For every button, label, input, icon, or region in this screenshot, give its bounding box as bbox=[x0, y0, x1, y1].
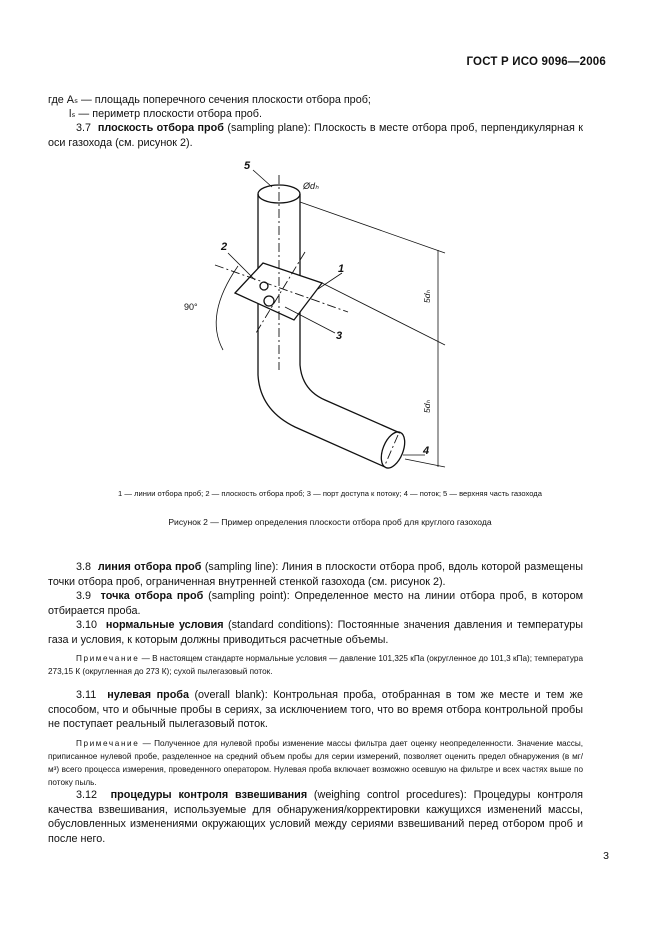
note-label: Примечание bbox=[76, 739, 140, 748]
dim-ext-top bbox=[300, 202, 445, 253]
section-number: 3.9 bbox=[76, 590, 92, 602]
duct-outer-bend bbox=[258, 375, 385, 467]
term: плоскость отбора проб bbox=[97, 122, 224, 134]
label-5: 5 bbox=[244, 160, 251, 172]
dimension-label-upper: 5dₕ bbox=[422, 290, 432, 303]
dimension-label-lower: 5dₕ bbox=[422, 400, 432, 413]
angle-label: 90° bbox=[184, 302, 198, 312]
section-number: 3.12 bbox=[76, 789, 98, 801]
angle-arc bbox=[216, 266, 238, 350]
term-definition: (sampling line): Линия в плоскости отбора проб, вдоль которой размещены точки отбора проб, ограниченная внутренней стенкой газохода (см. рисунок 2). bbox=[48, 561, 583, 588]
section-number: 3.7 bbox=[76, 122, 92, 134]
figure-caption: Рисунок 2 — Пример определения плоскости отбора проб для круглого газохода bbox=[168, 517, 492, 527]
figure-2-diagram bbox=[160, 155, 470, 485]
term: нормальные условия bbox=[105, 619, 224, 631]
section-3-9 bbox=[48, 589, 583, 618]
leader-5 bbox=[253, 170, 272, 187]
term-definition: (sampling point): Определенное место на линии отбора проб, в котором отбирается проба. bbox=[48, 590, 583, 617]
label-1: 1 bbox=[338, 263, 345, 275]
document-header: ГОСТ Р ИСО 9096—2006 bbox=[466, 56, 606, 68]
page-number: 3 bbox=[603, 850, 609, 862]
duct-inner-bend bbox=[300, 365, 400, 433]
label-3: 3 bbox=[336, 330, 343, 342]
term: линия отбора проб bbox=[97, 561, 202, 573]
section-3-12 bbox=[48, 788, 583, 846]
diameter-label: Ødₕ bbox=[303, 181, 319, 191]
section-3-8 bbox=[48, 560, 583, 589]
definition-ls: lₛ — периметр плоскости отбора проб. bbox=[69, 108, 262, 120]
section-number: 3.10 bbox=[76, 619, 98, 631]
definition-as: где Aₛ — площадь поперечного сечения плоскости отбора проб; bbox=[48, 94, 371, 106]
label-4: 4 bbox=[423, 445, 430, 457]
note-text: — В настоящем стандарте нормальные условия — давление 101,325 кПа (округленное до 101,3 кПа); температура 273,15 К (округленная до 273 К); сухой пылегазовый поток. bbox=[48, 654, 583, 676]
section-number: 3.11 bbox=[76, 689, 97, 701]
term-definition: (standard conditions): Постоянные значения давления и температуры газа и условия, к которым должны приводиться расчетные объемы. bbox=[48, 619, 583, 646]
term: точка отбора проб bbox=[100, 590, 204, 602]
sampling-plane bbox=[235, 263, 322, 320]
section-3-7 bbox=[48, 121, 583, 150]
note-standard-conditions bbox=[48, 652, 583, 678]
term-definition: (overall blank): Контрольная проба, отобранная в том же месте и тем же способом, что и обычные пробы в сериях, за исключением того, что во время отбора контрольной пробы не поступает реальный пылегазовый поток. bbox=[48, 689, 584, 730]
section-3-11 bbox=[48, 688, 583, 732]
note-overall-blank bbox=[48, 737, 583, 789]
term-definition: (weighing control procedures): Процедуры контроля качества взвешивания, используемые для обнаружения/корректировки кажущихся изменений массы, обусловленных изменениями окружающих условий между сериями взвешиваний перед отбором проб и после него. bbox=[48, 789, 584, 845]
term-definition: (sampling plane): Плоскость в месте отбора проб, перпендикулярная к оси газохода (см. рисунок 2). bbox=[48, 122, 583, 149]
dim-ext-bottom bbox=[405, 459, 445, 467]
term: нулевая проба bbox=[107, 689, 189, 701]
note-text: — Полученное для нулевой пробы изменение массы фильтра дает оценку неопределенности. Значение массы, приписанное нулевой пробе, разделенное на средний объем пробы для серии измерений, позволяет оценить предел обнаружения (в мг/м³) всего процесса измерения, проведенного оператором. Нулевая проба включает возможно осевшую на фильтре и всех частях выше по потоку пыль. bbox=[48, 739, 583, 787]
figure-legend: 1 — линии отбора проб; 2 — плоскость отбора проб; 3 — порт доступа к потоку; 4 — поток; 5 — верхняя часть газохода bbox=[118, 489, 542, 498]
term: процедуры контроля взвешивания bbox=[110, 789, 308, 801]
section-number: 3.8 bbox=[76, 561, 92, 573]
section-3-10 bbox=[48, 618, 583, 647]
note-label: Примечание bbox=[76, 654, 140, 663]
leader-2 bbox=[228, 253, 255, 280]
label-2: 2 bbox=[221, 241, 228, 253]
